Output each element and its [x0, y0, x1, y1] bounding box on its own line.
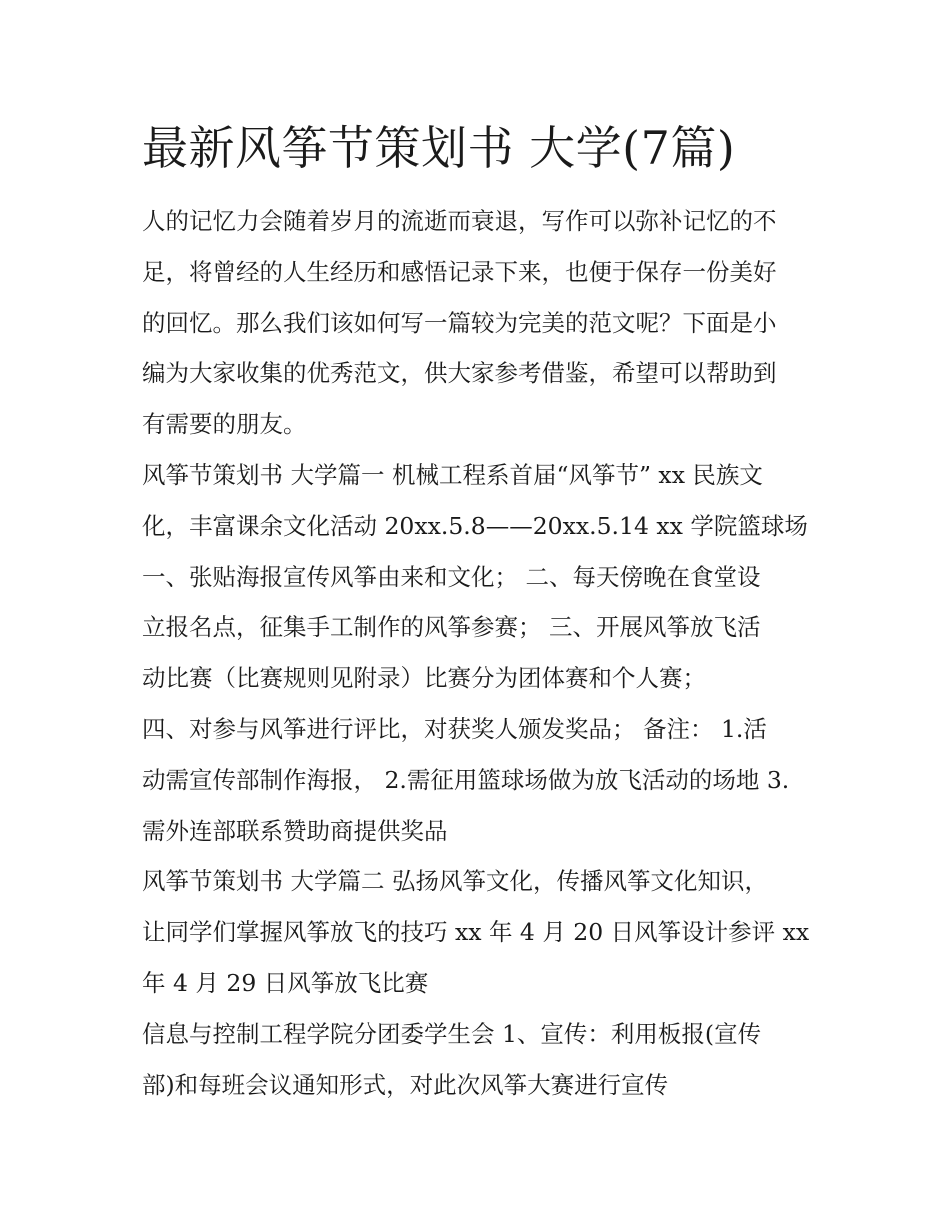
text-line: 化，丰富课余文化活动 20xx.5.8——20xx.5.14 xx 学院篮球场 [142, 511, 808, 540]
text-line: 信息与控制工程学院分团委学生会 1、宣传：利用板报(宣传 [142, 1019, 762, 1048]
text-line: 编为大家收集的优秀范文，供大家参考借鉴，希望可以帮助到 [142, 359, 777, 388]
paragraph-section-two [142, 856, 822, 1008]
text-line: 年 4 月 29 日风筝放飞比赛 [142, 968, 429, 997]
paragraph-section-one [142, 450, 822, 704]
paragraph-organizer [142, 1009, 822, 1111]
text-line: 立报名点，征集手工制作的风筝参赛； 三、开展风筝放飞活 [142, 613, 761, 642]
text-line: 风筝节策划书 大学篇一 机械工程系首届“风筝节” xx 民族文 [142, 460, 763, 489]
text-line: 的回忆。那么我们该如何写一篇较为完美的范文呢？下面是小 [142, 308, 777, 337]
text-line: 足，将曾经的人生经历和感悟记录下来，也便于保存一份美好 [142, 257, 777, 286]
text-line: 一、张贴海报宣传风筝由来和文化； 二、每天傍晚在食堂设 [142, 562, 761, 591]
text-line: 让同学们掌握风筝放飞的技巧 xx 年 4 月 20 日风筝设计参评 xx [142, 918, 810, 947]
document-page [142, 118, 822, 1110]
text-line: 风筝节策划书 大学篇二 弘扬风筝文化，传播风筝文化知识， [142, 867, 768, 896]
paragraph-intro [142, 196, 822, 450]
text-line: 部)和每班会议通知形式，对此次风筝大赛进行宣传 [142, 1070, 669, 1099]
text-line: 动需宣传部制作海报， 2.需征用篮球场做为放飞活动的场地 3. [142, 765, 790, 794]
document-title: 最新风筝节策划书 大学(7篇) [142, 121, 736, 175]
paragraph-section-one-notes [142, 704, 822, 856]
text-line: 人的记忆力会随着岁月的流逝而衰退，写作可以弥补记忆的不 [142, 207, 777, 235]
text-line: 动比赛（比赛规则见附录）比赛分为团体赛和个人赛； [142, 664, 706, 693]
text-line: 需外连部联系赞助商提供奖品 [142, 816, 448, 845]
text-line: 有需要的朋友。 [142, 410, 307, 439]
text-line: 四、对参与风筝进行评比，对获奖人颁发奖品； 备注： 1.活 [142, 714, 767, 743]
